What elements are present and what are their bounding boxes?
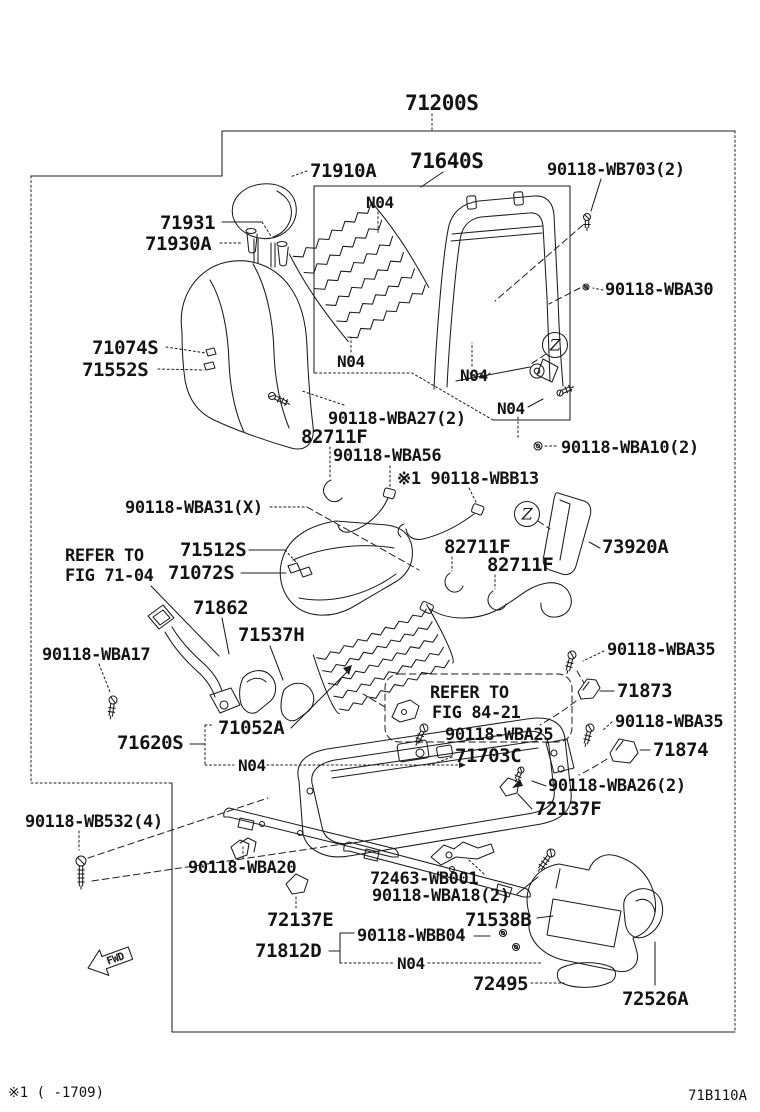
part-label: 90118-WBA30 — [605, 280, 714, 300]
part-label: 71620S — [117, 732, 184, 754]
part-label: 72137F — [535, 798, 602, 820]
part-label: REFER TO — [65, 546, 144, 566]
slide-bracket-sketch — [392, 700, 419, 722]
part-label: 72495 — [473, 973, 529, 995]
part-label: N04 — [460, 366, 488, 385]
part-label: 72526A — [622, 988, 689, 1010]
part-label: 90118-WBA27(2) — [328, 409, 466, 429]
part-label: 71910A — [310, 160, 377, 182]
headrest-sketch — [232, 184, 296, 267]
footer-note: ※1 ( -1709) — [8, 1085, 105, 1101]
recline-handle-sketch — [624, 889, 663, 938]
part-label: 90118-WBA17 — [42, 645, 151, 665]
part-label: 71703C — [455, 745, 522, 767]
part-label: 90118-WBA35 — [607, 640, 716, 660]
part-label: 90118-WBA10(2) — [561, 438, 699, 458]
seat-belt-buckle-sketch — [148, 605, 240, 713]
part-label: 82711F — [487, 554, 554, 576]
part-label: 71552S — [82, 359, 149, 381]
screw-sketch — [563, 650, 577, 674]
seat-back-frame-box — [314, 186, 570, 420]
figure-code: 71B110A — [688, 1088, 748, 1104]
screw-sketch — [584, 214, 591, 231]
screw-sketch — [534, 442, 542, 450]
screw-sketches — [76, 214, 595, 951]
fwd-arrow-label: FWD — [105, 950, 126, 968]
part-label: 71930A — [145, 233, 212, 255]
part-label: N04 — [238, 756, 266, 775]
part-label: 90118-WBA18(2) — [372, 886, 510, 906]
part-label: 90118-WBA25 — [445, 725, 554, 745]
part-label: 90118-WB703(2) — [547, 160, 685, 180]
zone-marker-letter: Z — [521, 504, 533, 524]
side-shield-sketch — [527, 855, 655, 972]
part-label: 73920A — [602, 536, 669, 558]
part-label: 71640S — [410, 149, 484, 173]
part-label: 71538B — [465, 909, 532, 931]
part-label: REFER TO — [430, 683, 509, 703]
zone-marker-letter: Z — [549, 335, 561, 355]
screw-sketch — [106, 695, 117, 719]
part-label: 71931 — [160, 212, 216, 234]
part-label: 82711F — [301, 426, 368, 448]
part-label: 90118-WBA56 — [333, 446, 442, 466]
zone-markers — [515, 333, 568, 527]
part-label: N04 — [337, 352, 365, 371]
part-label: 71072S — [168, 562, 235, 584]
part-label: 71512S — [180, 539, 247, 561]
bracket-71874-sketch — [610, 739, 638, 763]
part-label: 90118-WBA35 — [615, 712, 724, 732]
part-label: FIG 84-21 — [432, 703, 521, 723]
part-label: 71812D — [255, 940, 322, 962]
bracket-71873-sketch — [578, 679, 600, 699]
part-label: 71200S — [405, 91, 479, 115]
screw-sketch — [581, 723, 595, 747]
screw-sketch — [556, 384, 575, 397]
part-label: 90118-WBA31(X) — [125, 498, 263, 518]
part-label: 82711F — [444, 536, 511, 558]
part-label: 71537H — [238, 624, 305, 646]
screw-sketch — [535, 847, 556, 873]
part-label: N04 — [397, 954, 425, 973]
part-label: 90118-WBB04 — [357, 926, 466, 946]
screw-sketch — [76, 856, 86, 889]
spring-mat-sketch — [287, 198, 433, 345]
part-label: 90118-WB532(4) — [25, 812, 163, 832]
part-label: 72463-WB001 — [370, 869, 479, 889]
part-label: 71873 — [617, 680, 673, 702]
part-label: 90118-WBA20 — [188, 858, 297, 878]
part-label: 72137E — [267, 909, 334, 931]
part-label: FIG 71-04 — [65, 566, 154, 586]
part-label: 71052A — [218, 717, 285, 739]
hinge-cover-sketch — [240, 671, 314, 721]
lever-72463-sketch — [431, 842, 494, 865]
part-label: 71074S — [92, 337, 159, 359]
seat-cushion-cover-sketch — [280, 521, 412, 615]
part-label: N04 — [366, 193, 394, 212]
part-label: N04 — [497, 399, 525, 418]
seat-back-frame-sketch — [434, 192, 563, 389]
screw-sketch — [513, 944, 520, 951]
fwd-arrow — [84, 940, 136, 981]
part-label: 71862 — [193, 597, 249, 619]
shield-strip-72495-sketch — [557, 963, 615, 988]
seat-back-cover-sketch — [181, 261, 313, 449]
part-label: ※1 90118-WBB13 — [397, 469, 539, 489]
part-label: 71874 — [653, 739, 709, 761]
part-label: 90118-WBA26(2) — [548, 776, 686, 796]
screw-sketch — [583, 284, 589, 290]
